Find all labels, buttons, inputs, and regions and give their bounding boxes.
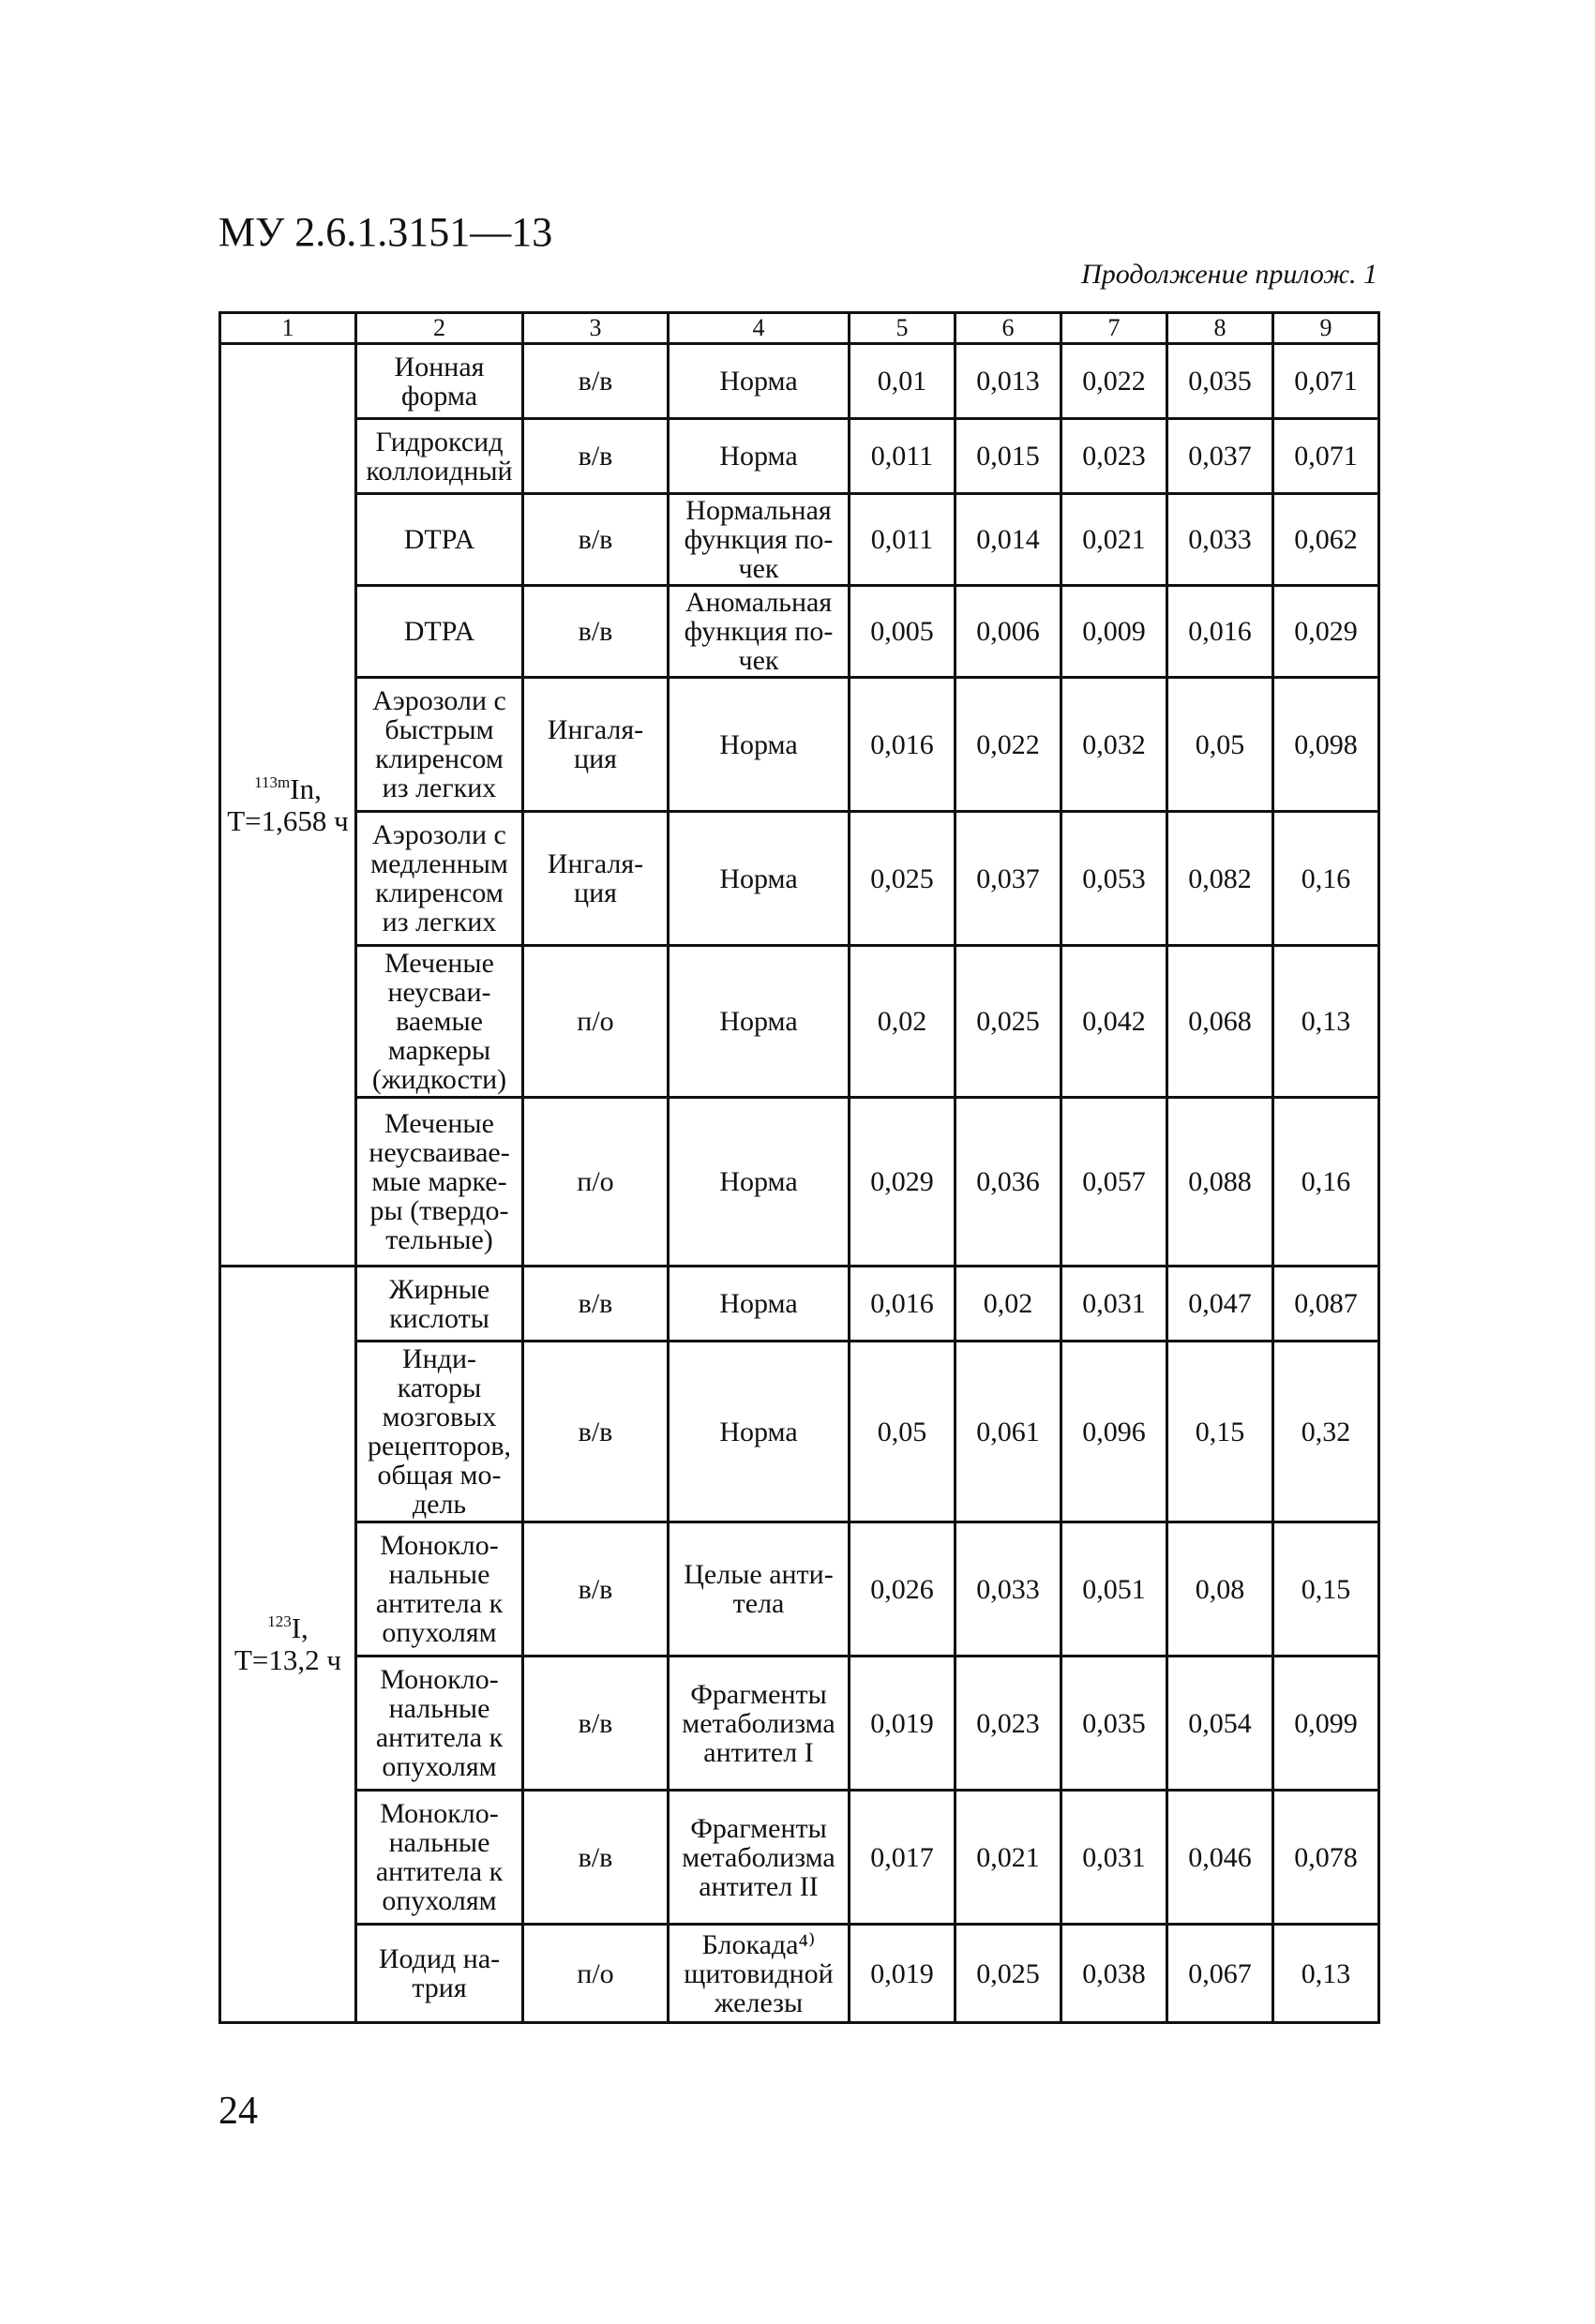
condition-cell: Целые анти-тела [669, 1522, 850, 1657]
value-cell: 0,096 [1061, 1342, 1167, 1522]
condition-cell: Норма [669, 1267, 850, 1342]
value-cell: 0,15 [1273, 1522, 1379, 1657]
condition-cell: Фрагменты метаболизма антител II [669, 1791, 850, 1925]
value-cell: 0,051 [1061, 1522, 1167, 1657]
condition-cell: Фрагменты метаболизма антител I [669, 1657, 850, 1791]
condition-cell: Аномальная функция по-чек [669, 586, 850, 678]
route-cell: в/в [523, 1791, 669, 1925]
route-cell: Ингаля-ция [523, 678, 669, 812]
value-cell: 0,015 [955, 419, 1061, 494]
value-cell: 0,057 [1061, 1098, 1167, 1267]
value-cell: 0,009 [1061, 586, 1167, 678]
value-cell: 0,023 [1061, 419, 1167, 494]
nuclide-symbol: In, [290, 772, 322, 805]
value-cell: 0,017 [850, 1791, 955, 1925]
condition-cell: Норма [669, 812, 850, 946]
nuclide-cell [220, 1267, 356, 2023]
value-cell: 0,032 [1061, 678, 1167, 812]
condition-cell: Норма [669, 1342, 850, 1522]
condition-cell: Нормальная функция по-чек [669, 494, 850, 586]
compound-cell: Аэрозоли с быстрым клиренсом из легких [356, 678, 523, 812]
route-cell: в/в [523, 1522, 669, 1657]
value-cell: 0,014 [955, 494, 1061, 586]
table-row [220, 1267, 1379, 1342]
dose-coefficients-table [218, 311, 1380, 2024]
route-cell: в/в [523, 1657, 669, 1791]
table-row [220, 1925, 1379, 2023]
value-cell: 0,13 [1273, 946, 1379, 1098]
column-number: 7 [1061, 313, 1167, 344]
route-cell: в/в [523, 419, 669, 494]
compound-cell: Гидроксид коллоидный [356, 419, 523, 494]
column-number: 2 [356, 313, 523, 344]
nuclide-symbol: I, [291, 1612, 308, 1644]
condition-cell: Норма [669, 678, 850, 812]
continuation-note: Продолжение прилож. 1 [1081, 259, 1377, 290]
compound-cell: Жирные кислоты [356, 1267, 523, 1342]
table-row [220, 494, 1379, 586]
value-cell: 0,006 [955, 586, 1061, 678]
column-number: 8 [1167, 313, 1273, 344]
value-cell: 0,013 [955, 344, 1061, 419]
value-cell: 0,011 [850, 494, 955, 586]
page-number: 24 [218, 2090, 258, 2133]
table-row [220, 1522, 1379, 1657]
route-cell: в/в [523, 1267, 669, 1342]
value-cell: 0,033 [955, 1522, 1061, 1657]
table-row [220, 1098, 1379, 1267]
value-cell: 0,022 [955, 678, 1061, 812]
condition-cell: Блокада⁴⁾ щитовидной железы [669, 1925, 850, 2023]
value-cell: 0,098 [1273, 678, 1379, 812]
value-cell: 0,042 [1061, 946, 1167, 1098]
value-cell: 0,05 [1167, 678, 1273, 812]
value-cell: 0,016 [1167, 586, 1273, 678]
value-cell: 0,023 [955, 1657, 1061, 1791]
value-cell: 0,15 [1167, 1342, 1273, 1522]
value-cell: 0,071 [1273, 419, 1379, 494]
route-cell: в/в [523, 1342, 669, 1522]
value-cell: 0,16 [1273, 1098, 1379, 1267]
value-cell: 0,053 [1061, 812, 1167, 946]
value-cell: 0,031 [1061, 1791, 1167, 1925]
value-cell: 0,062 [1273, 494, 1379, 586]
half-life: T=1,658 ч [227, 803, 349, 837]
nuclide-mass-number: 123 [267, 1612, 292, 1630]
route-cell: п/о [523, 946, 669, 1098]
table-row [220, 586, 1379, 678]
route-cell: в/в [523, 494, 669, 586]
condition-cell: Норма [669, 344, 850, 419]
table-row [220, 1342, 1379, 1522]
value-cell: 0,01 [850, 344, 955, 419]
compound-cell: Монокло-нальные антитела к опухолям [356, 1522, 523, 1657]
compound-cell: Меченые неусваи-ваемые маркеры (жидкости) [356, 946, 523, 1098]
compound-cell: Монокло-нальные антитела к опухолям [356, 1657, 523, 1791]
column-number: 4 [669, 313, 850, 344]
route-cell: в/в [523, 586, 669, 678]
value-cell: 0,025 [955, 946, 1061, 1098]
value-cell: 0,13 [1273, 1925, 1379, 2023]
value-cell: 0,025 [955, 1925, 1061, 2023]
value-cell: 0,082 [1167, 812, 1273, 946]
value-cell: 0,019 [850, 1657, 955, 1791]
condition-cell: Норма [669, 1098, 850, 1267]
value-cell: 0,019 [850, 1925, 955, 2023]
value-cell: 0,026 [850, 1522, 955, 1657]
value-cell: 0,067 [1167, 1925, 1273, 2023]
compound-cell: Инди-каторы мозговых рецепторов, общая мо-дель [356, 1342, 523, 1522]
nuclide-cell [220, 344, 356, 1267]
value-cell: 0,099 [1273, 1657, 1379, 1791]
value-cell: 0,016 [850, 1267, 955, 1342]
nuclide-label [225, 773, 351, 805]
column-number: 5 [850, 313, 955, 344]
compound-cell: Иодид на-трия [356, 1925, 523, 2023]
value-cell: 0,025 [850, 812, 955, 946]
table-row [220, 812, 1379, 946]
column-number: 6 [955, 313, 1061, 344]
value-cell: 0,078 [1273, 1791, 1379, 1925]
value-cell: 0,036 [955, 1098, 1061, 1267]
column-number-row [220, 313, 1379, 344]
document-code: МУ 2.6.1.3151—13 [218, 209, 553, 255]
compound-cell: Меченые неусваивае-мые марке-ры (твердо-тельные) [356, 1098, 523, 1267]
value-cell: 0,087 [1273, 1267, 1379, 1342]
condition-cell: Норма [669, 419, 850, 494]
value-cell: 0,02 [955, 1267, 1061, 1342]
value-cell: 0,029 [850, 1098, 955, 1267]
nuclide-label [225, 1612, 351, 1644]
value-cell: 0,054 [1167, 1657, 1273, 1791]
value-cell: 0,088 [1167, 1098, 1273, 1267]
value-cell: 0,047 [1167, 1267, 1273, 1342]
value-cell: 0,02 [850, 946, 955, 1098]
value-cell: 0,005 [850, 586, 955, 678]
route-cell: п/о [523, 1098, 669, 1267]
value-cell: 0,035 [1061, 1657, 1167, 1791]
value-cell: 0,022 [1061, 344, 1167, 419]
value-cell: 0,08 [1167, 1522, 1273, 1657]
value-cell: 0,071 [1273, 344, 1379, 419]
value-cell: 0,046 [1167, 1791, 1273, 1925]
value-cell: 0,031 [1061, 1267, 1167, 1342]
nuclide-mass-number: 113m [254, 772, 291, 791]
value-cell: 0,32 [1273, 1342, 1379, 1522]
compound-cell: Ионная форма [356, 344, 523, 419]
compound-cell: DTPA [356, 586, 523, 678]
table-row [220, 946, 1379, 1098]
table-row [220, 419, 1379, 494]
value-cell: 0,029 [1273, 586, 1379, 678]
table-row [220, 678, 1379, 812]
value-cell: 0,061 [955, 1342, 1061, 1522]
value-cell: 0,05 [850, 1342, 955, 1522]
route-cell: п/о [523, 1925, 669, 2023]
condition-cell: Норма [669, 946, 850, 1098]
value-cell: 0,021 [1061, 494, 1167, 586]
value-cell: 0,037 [1167, 419, 1273, 494]
table-row [220, 1657, 1379, 1791]
value-cell: 0,011 [850, 419, 955, 494]
route-cell: в/в [523, 344, 669, 419]
column-number: 1 [220, 313, 356, 344]
table-row [220, 1791, 1379, 1925]
value-cell: 0,016 [850, 678, 955, 812]
value-cell: 0,021 [955, 1791, 1061, 1925]
column-number: 9 [1273, 313, 1379, 344]
table-row [220, 344, 1379, 419]
value-cell: 0,068 [1167, 946, 1273, 1098]
column-number: 3 [523, 313, 669, 344]
compound-cell: Аэрозоли с медленным клиренсом из легких [356, 812, 523, 946]
compound-cell: DTPA [356, 494, 523, 586]
value-cell: 0,16 [1273, 812, 1379, 946]
value-cell: 0,033 [1167, 494, 1273, 586]
half-life: T=13,2 ч [233, 1643, 341, 1676]
route-cell: Ингаля-ция [523, 812, 669, 946]
compound-cell: Монокло-нальные антитела к опухолям [356, 1791, 523, 1925]
value-cell: 0,038 [1061, 1925, 1167, 2023]
value-cell: 0,037 [955, 812, 1061, 946]
value-cell: 0,035 [1167, 344, 1273, 419]
